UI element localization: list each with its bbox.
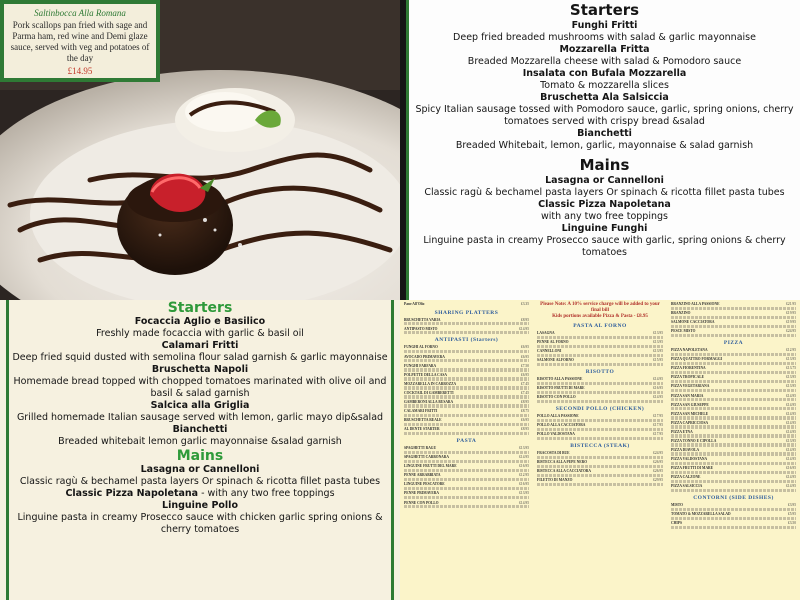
menu-row-description-lines [671,425,796,428]
menu-row [404,302,529,307]
menu-item-desc: Spicy Italian sausage tossed with Pomodoro sauce, garlic, spring onions, cherry tomatoes served with crispy bread &salad [415,104,794,127]
menu-item-name: Salcica alla Griglia [150,400,250,411]
menu-row-name: PENNE PRIMAVERA [404,491,439,496]
menu-row-description-lines [671,353,796,356]
menu-row-price: £13.95 [653,340,663,345]
menu-row-name: RISOTTO CON POLLO [537,395,576,400]
menu-row-name: PIZZA QUATTRO FORMAGGI [671,357,723,362]
menu-column-1 [400,300,533,600]
menu-row-price: £6.95 [520,372,529,377]
menu-row-description-lines [537,419,663,422]
menu-row-price: £13.95 [519,491,529,496]
menu-item-desc: with any two free toppings [541,211,668,222]
menu-row-name: PIZZA VEGETARIANA [671,384,710,389]
menu-row-description-lines [671,508,796,511]
starters-heading: Starters [167,300,233,316]
starters-heading: Starters [569,1,640,19]
menu-row-name: PIZZA CALZONE [671,475,701,480]
menu-item-name: Bianchetti [172,424,228,435]
menu-row-description-lines [671,316,796,319]
menu-row-name: POLLO ALLA CACCIATORA [537,423,586,428]
menu-row-price: £14.95 [786,447,796,452]
menu-row-name: SALMONE CACCIATORA [671,320,715,325]
menu-row-price: £13.95 [786,357,796,362]
menu-row-name: FILETTO DI MANZO [537,478,573,483]
menu-item-desc: - with any two free toppings [198,488,335,499]
menu-item-name: Calamari Fritti [161,340,239,351]
menu-row-name: AVOCADO PRIMAVERA [404,354,445,359]
menu-row-price: £3.95 [787,503,796,508]
mains-heading: Mains [176,448,224,464]
menu-row-price: £24.95 [653,451,663,456]
menu-row-name: PIZZA SAN MARIA [671,393,704,398]
menu-row-name: SPAGHETTI CARBONARA [404,455,449,460]
menu-row-description-lines [671,517,796,520]
menu-row-name: BISTECCA ALLA PEPE NERO [537,460,588,465]
menu-row-description-lines [671,407,796,410]
menu-row-description-lines [671,389,796,392]
menu-row-description-lines [404,386,529,389]
menu-row-description-lines [671,334,796,337]
menu-row-name: CALAMARI FRITTI [404,409,438,414]
menu-section-heading: PIZZA [723,340,744,347]
menu-row-price: £14.95 [786,420,796,425]
menu-row-name: CANNELLONI [537,349,562,354]
menu-row-description-lines [671,434,796,437]
menu-section-heading: SECONDI POLLO (CHICKEN) [555,406,645,413]
menu-row-description-lines [404,395,529,398]
menu-row-price: £29.95 [653,478,663,483]
menu-row-name: POLLO ALLA PASSIONE [537,414,579,419]
menu-row-name: PIZZA ETNA [671,429,693,434]
menu-item-desc: Classic ragù & bechamel pasta layers Or spinach & ricotta fillet pasta tubes [424,187,785,198]
menu-row-description-lines [671,416,796,419]
menu-row-description-lines [404,505,529,508]
menu-row-description-lines [671,452,796,455]
menu-row-name: FUNGHI FARFARA [404,363,437,368]
menu-item-name: Lasagna or Cannelloni [140,464,260,475]
starters-list [9,316,391,448]
starters-list [409,20,800,152]
menu-row-price: £13.95 [786,375,796,380]
menu-row-name: SALMONE ALFORNO [537,358,574,363]
menu-row-price: £7.45 [520,381,529,386]
menu-row-name: CHIPS [671,521,682,526]
menu-row-description-lines [671,443,796,446]
menu-row-price: £13.95 [653,349,663,354]
menu-row-price: £14.95 [786,484,796,489]
menu-row-name: PIZZA SALSICCIA [671,484,703,489]
menu-item-desc: Deep fried squid dusted with semolina flour salad garnish & garlic mayonnaise [12,352,388,363]
menu-row-price: £19.95 [786,311,796,316]
kids-portions-notice: Kids portions available Pizza & Pasta - £8.95 [552,314,648,319]
menu-item-desc: Breaded Mozzarella cheese with salad & Pomodoro sauce [467,56,742,67]
menu-row-price: £15.95 [653,358,663,363]
menu-row-price: £13.75 [786,366,796,371]
menu-row-description-lines [404,460,529,463]
menu-row-price: £14.95 [653,377,663,382]
menu-item-name: Mozzarella Fritta [559,44,650,55]
menu-row-description-lines [671,371,796,374]
menu-row-description-lines [537,483,663,486]
menu-row-price: £8.75 [520,409,529,414]
menu-row-name: PENNE AL FORNO [537,340,569,345]
menu-section-heading: PASTA [456,438,477,445]
menu-row-name: PIZZA FRUTTI DI MARE [671,466,714,471]
menu-row-description-lines [404,423,529,426]
menu-row-name: POLPETTE DELLA CASA [404,372,447,377]
menu-row-price: £13.95 [519,446,529,451]
menu-row-price: £14.95 [786,411,796,416]
menu-row-name: PIZZA TONNO E CIPOLLA [671,438,717,443]
menu-row-name: PIZZA CAPRICCIOSA [671,420,709,425]
menu-row-price: £5.95 [787,512,796,517]
menu-row-name: PESCE MISTO [671,329,696,334]
menu-row-price: £14.95 [519,326,529,331]
menu-section-heading: ANTIPASTI (Starters) [434,337,499,344]
menu-row-price: £14.95 [653,395,663,400]
menu-row-name: PIZZA FIORENTINA [671,366,706,371]
menu-item-desc: Grilled homemade Italian sausage served with lemon, garlic mayo dip&salad [16,412,384,423]
menu-row-price: £7.45 [520,390,529,395]
menu-row-price: £8.95 [520,399,529,404]
menu-row-description-lines [404,478,529,481]
menu-row-description-lines [537,336,663,339]
mains-list [409,175,800,259]
menu-item-desc: Breaded Whitebait, lemon, garlic, mayonnaise & salad garnish [455,140,754,151]
menu-row-description-lines [404,432,529,435]
menu-row-name: SPAGHETTI RAGU [404,446,437,451]
menu-row-price: £16.95 [519,482,529,487]
menu-section-heading: RISOTTO [585,369,615,376]
sign-price: £14.95 [67,66,93,76]
menu-row-description-lines [537,354,663,357]
menu-row-name: LINGUINE PESCATORE [404,482,445,487]
menu-row-name: POLLO VALDOSTANA [537,432,575,437]
cream-menu-page [6,300,394,600]
menu-row-name: Pane All'Olio [404,302,425,306]
menu-row-price: £26.95 [653,460,663,465]
menu-row-price: £6.95 [520,354,529,359]
menu-row-name: ANTIPASTO MISTO [404,326,438,331]
menu-row-name: FUNGHI AL FORNO [404,345,438,350]
menu-row-description-lines [671,489,796,492]
menu-row-price: £3.35 [520,302,529,306]
white-menu-page [406,0,800,300]
menu-row-description-lines [671,398,796,401]
menu-item-name: Linguine Funghi [561,223,648,234]
menu-row-price: £26.95 [653,469,663,474]
menu-board-sign [0,0,160,82]
menu-item-name: Bianchetti [577,128,632,139]
menu-item-line [9,488,391,500]
menu-row-name: PENNE CON POLLO [404,500,439,505]
menu-row-description-lines [671,307,796,310]
menu-item-desc: Linguine pasta in creamy Prosecco sauce with chicken garlic spring onions & cherry tomatoes [17,512,383,535]
menu-row-price: £7.50 [520,363,529,368]
menu-row-description-lines [537,465,663,468]
menu-row-price: £6.95 [520,418,529,423]
menu-row-description-lines [671,362,796,365]
menu-row-description-lines [537,382,663,385]
menu-item-desc: Deep fried breaded mushrooms with salad & garlic mayonnaise [453,32,756,43]
menu-row-name: PIZZA NAPOLETANA [671,348,708,353]
menu-row-name: BRUSCHETTA REALE [404,418,442,423]
menu-row-name: PIZZA VALDOSTANA [671,457,708,462]
menu-row-description-lines [671,325,796,328]
menu-row-name: BRUSCHETTA VARIA [404,317,441,322]
menu-row-description-lines [537,400,663,403]
mains-list [9,464,391,536]
menu-item-desc: Linguine pasta in creamy Prosecco sauce with garlic, spring onions & cherry tomatoes [423,235,786,258]
menu-row-description-lines [404,368,529,371]
menu-row-description-lines [404,322,529,325]
menu-row-description-lines [404,496,529,499]
menu-row-description-lines [404,487,529,490]
menu-row-description-lines [671,462,796,465]
menu-row-description-lines [537,456,663,459]
menu-row-price: £17.95 [653,423,663,428]
menu-row-name: MISTO [671,503,683,508]
menu-item-name: Bruschetta Ala Salsiccia [540,92,669,103]
menu-item-name: Classic Pizza Napoletana [538,199,671,210]
menu-item-name: Focaccia Aglio e Basilico [134,316,266,327]
menu-row-price: £8.95 [520,427,529,432]
menu-row-name: PIZZA DIAVOLA [671,447,700,452]
menu-item-name: Insalata con Bufala Mozzarella [522,68,687,79]
menu-row-description-lines [537,474,663,477]
menu-row-price: £13.95 [786,384,796,389]
white-menu-photo [400,0,800,300]
menu-row-name: PIZZA TROPICALE [671,375,704,380]
menu-row-price: £12.95 [786,348,796,353]
menu-column-2 [533,300,667,600]
menu-item-desc: Freshly made focaccia with garlic & basil oil [96,328,304,339]
menu-row-price: £14.95 [786,402,796,407]
menu-row-name: RISOTTO FRUTTI DI MARE [537,386,585,391]
menu-row-description-lines [537,391,663,394]
menu-row-name: PIZZA SAN MICHELE [671,411,709,416]
menu-row-price: £16.95 [653,386,663,391]
menu-row-description-lines [404,350,529,353]
menu-row-price: £14.95 [519,455,529,460]
menu-row-price: £19.95 [786,320,796,325]
menu-item-name: Classic Pizza Napoletana [65,488,199,499]
menu-row-description-lines [404,359,529,362]
menu-row-name: RISOTTO ALLA PASSIONE [537,377,583,382]
service-charge-notice: Please Note: A 10% service charge will be added to your final bill [540,302,660,313]
menu-row-name: GAMBERONI ALLA BUSARA [404,399,454,404]
menu-row-description-lines [404,469,529,472]
menu-row-price: £16.95 [786,466,796,471]
menu-row-description-lines [537,437,663,440]
menu-row-price: £17.95 [653,432,663,437]
menu-row-description-lines [404,377,529,380]
menu-row-description-lines [404,414,529,417]
sign-title: Saltinbocca Alla Romana [34,8,126,18]
menu-row-description-lines [671,471,796,474]
menu-row-description-lines [671,526,796,529]
menu-row-name: PENNE ARRABBIATA [404,473,441,478]
dessert-photo [0,0,400,300]
menu-row-price: £14.95 [786,475,796,480]
menu-row-name: TOMATO & MOZZARELLA SALAD [671,512,731,517]
cream-menu-photo [0,300,400,600]
menu-row-name: FRACOSTA DI BUE [537,451,570,456]
menu-row-description-lines [671,480,796,483]
menu-row-name: BRANZINO [671,311,691,316]
menu-row-name: PIZZA SAN GIUSEPPE [671,402,709,407]
menu-row-description-lines [671,380,796,383]
menu-row-price: £6.95 [520,345,529,350]
menu-item-name: Lasagna or Cannelloni [545,175,664,186]
menu-section-heading: PASTA AL FORNO [573,323,627,329]
menu-row-price: £13.95 [653,331,663,335]
menu-row-price: £24.95 [786,329,796,334]
menu-row-description-lines [537,345,663,348]
menu-row-description-lines [404,404,529,407]
menu-row-description-lines [404,331,529,334]
menu-row-price: £12.95 [519,473,529,478]
menu-item-name: Funghi Fritti [571,20,638,31]
menu-row-description-lines [537,363,663,366]
menu-row-description-lines [537,428,663,431]
menu-item-desc: Homemade bread topped with chopped tomatoes marinated with olive oil and basil & salad garnish [13,376,387,399]
menu-item-desc: Breaded whitebait lemon garlic mayonnaise &salad garnish [58,436,342,447]
menu-section-heading: BISTECCA (STEAK) [570,443,630,450]
menu-row-name: BRANZINO ALLA PASSIONE [671,302,720,306]
menu-column-3 [667,300,800,600]
menu-row-name: MOZZARELLA IN CARROZZA [404,381,457,386]
menu-section-heading: CONTORNI (SIDE DISHES) [693,495,774,502]
menu-row-price: £8.95 [520,317,529,322]
sign-description: Pork scallops pan fried with sage and Parma ham, red wine and Demi glaze sauce, served with veg and potatoes of the day [10,20,150,63]
menu-row-name: COCKTAIL DI GAMBERETTI [404,390,454,395]
menu-item-name: Linguine Pollo [162,500,238,511]
mains-heading: Mains [579,156,630,174]
menu-row-name: BISTECCA ALLA CACCIATORA [537,469,591,474]
menu-row-name: LASAGNA [537,331,555,335]
menu-row-price: £14.95 [786,457,796,462]
menu-row-name: AL DENTE STARTER [404,427,440,432]
menu-row-price: £21.95 [786,302,796,306]
menu-row-name: LINGUINE FRUTTI DEL MARE [404,464,457,469]
full-menu-photo [400,300,800,600]
menu-row-price: £3.50 [787,521,796,526]
menu-item-name: Bruschetta Napoli [151,364,249,375]
menu-row-price: £13.95 [786,438,796,443]
menu-item-desc: Classic ragù & bechamel pasta layers Or spinach & ricotta fillet pasta tubes [19,476,381,487]
menu-row-price: £16.95 [519,464,529,469]
menu-row-price: £14.95 [519,500,529,505]
menu-row-description-lines [404,451,529,454]
menu-section-heading: SHARING PLATTERS [434,309,499,316]
menu-item-desc: Tomato & mozzarella slices [540,80,669,91]
menu-row-price: £17.95 [653,414,663,419]
menu-row-price: £14.95 [786,393,796,398]
menu-row-price: £14.95 [786,429,796,434]
